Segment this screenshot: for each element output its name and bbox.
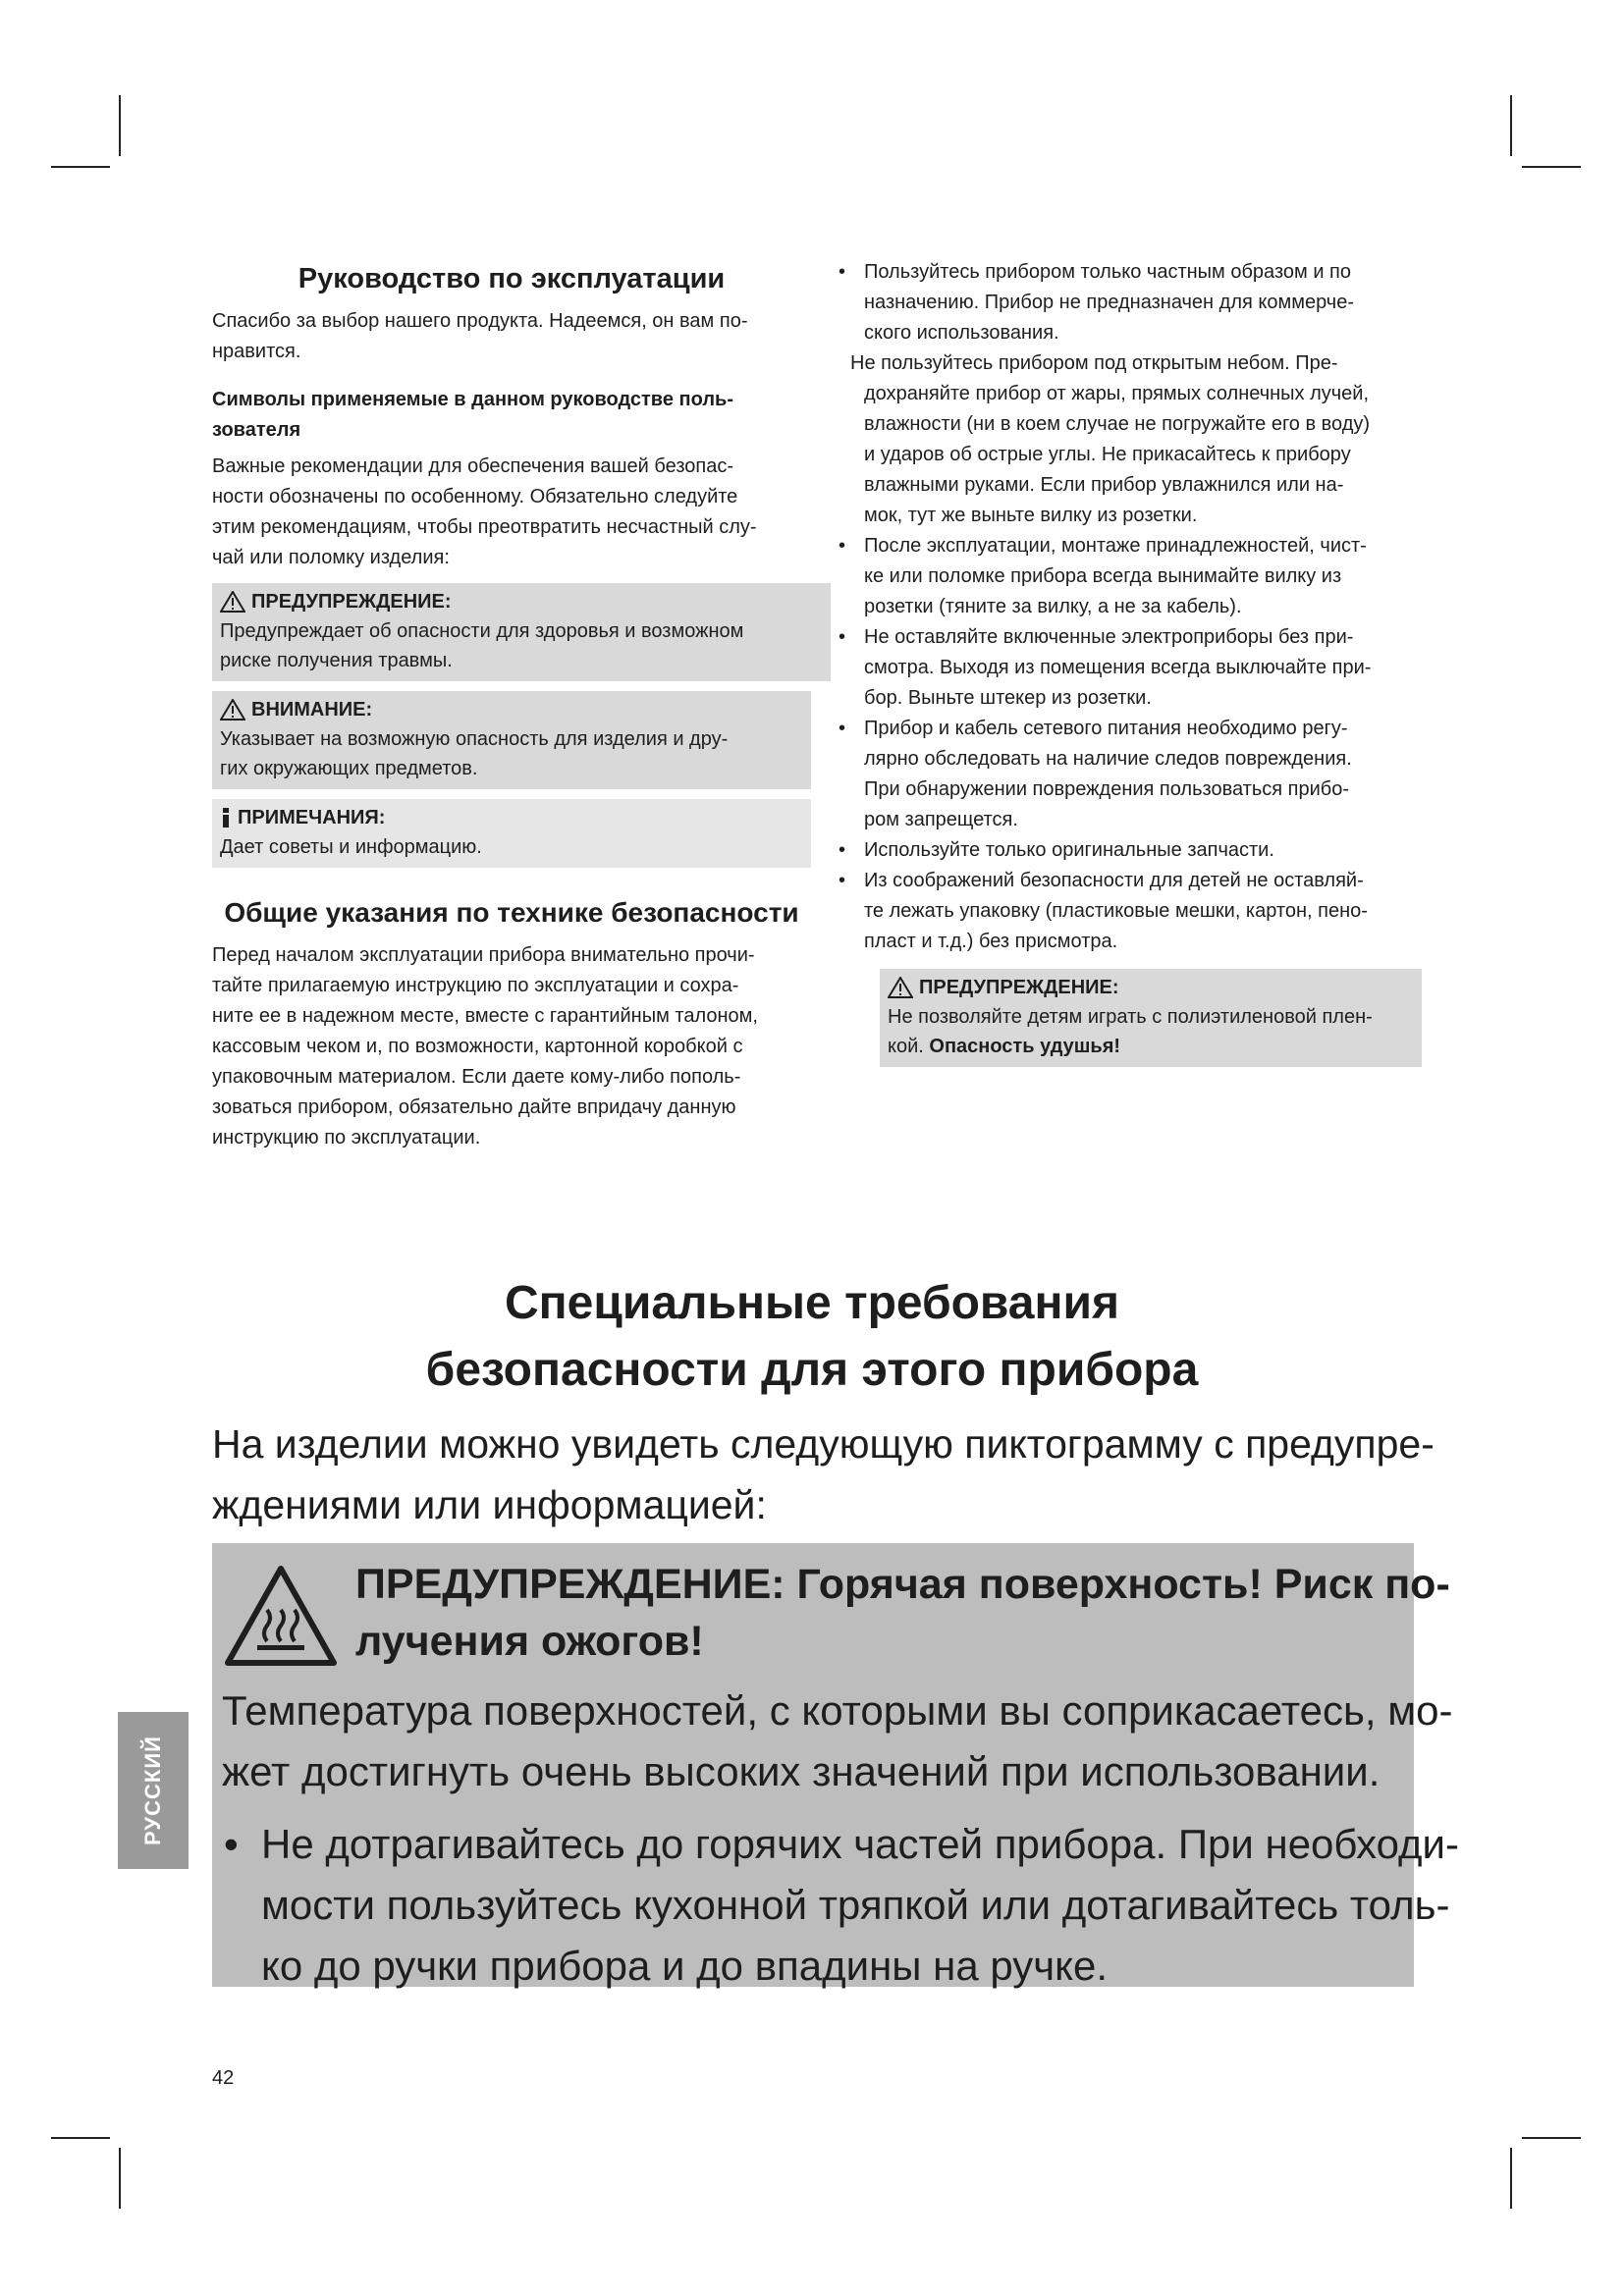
crop-mark (119, 2148, 121, 2209)
language-tab-label: РУССКИЙ (140, 1735, 165, 1845)
hot-warning-bullet-text: ко до ручки прибора и до впадины на ручке. (261, 1943, 1109, 1989)
symbols-text: чай или поломку изделия: (212, 547, 450, 568)
list-item: • Пользуйтесь прибором только частным образом и по назначению. Прибор не предназначен для коммерче- ского использования. (839, 261, 1354, 344)
note-box-title: ПРИМЕЧАНИЯ: (238, 807, 386, 828)
note-box (212, 799, 811, 868)
crop-mark (1522, 2137, 1581, 2139)
children-warning-box (880, 969, 1422, 1067)
symbols-text: этим рекомендациям, чтобы преотвратить несчастный слу- (212, 516, 757, 538)
warning-triangle-icon (888, 977, 913, 998)
caution-box (212, 691, 811, 789)
safety-text: кассовым чеком и, по возможности, картонной коробкой с (212, 1036, 743, 1057)
hot-warning-title: лучения ожогов! (355, 1618, 704, 1665)
crop-mark (119, 95, 121, 156)
safety-text: инструкцию по эксплуатации. (212, 1127, 481, 1148)
special-intro: На изделии можно увидеть следующую пиктограмму с предупре- (212, 1421, 1435, 1467)
special-title: Специальные требования (504, 1277, 1119, 1329)
list-item: • Прибор и кабель сетевого питания необходимо регу- лярно обследовать на наличие следов повреждения. При обнаружении повреждения пользоваться прибо- ром запрещется. (839, 718, 1352, 830)
warning-box-text: риске получения травмы. (220, 650, 453, 671)
safety-bullet-list (837, 257, 1455, 957)
hot-warning-bullet-text: мости пользуйтесь кухонной тряпкой или дотагивайтесь толь- (261, 1882, 1450, 1928)
symbols-text: Важные рекомендации для обеспечения вашей безопас- (212, 455, 734, 477)
list-item: • Из соображений безопасности для детей не оставляй- те лежать упаковку (пластиковые мешки, картон, пено- пласт и т.д.) без присмотра. (839, 870, 1368, 952)
caution-box-text: Указывает на возможную опасность для изделия и дру- (220, 728, 729, 750)
caution-box-title: ВНИМАНИЕ: (251, 699, 373, 721)
info-icon (220, 807, 232, 828)
warning-box-title: ПРЕДУПРЕЖДЕНИЕ: (251, 591, 452, 613)
hot-warning-text: Температура поверхностей, с которыми вы соприкасаетесь, мо- (222, 1687, 1453, 1734)
left-column (212, 257, 811, 1153)
hot-warning-bullet: • (224, 1821, 239, 1867)
crop-mark (1510, 95, 1512, 156)
hot-warning-bullet-text: Не дотрагивайтесь до горячих частей прибора. При необходи- (261, 1821, 1459, 1867)
children-warning-text: кой. Опасность удушья! (888, 1036, 1121, 1057)
symbols-text: ности обозначены по особенному. Обязательно следуйте (212, 486, 738, 507)
warning-box-text: Предупреждает об опасности для здоровья и возможном (220, 620, 744, 642)
safety-text: зоваться прибором, обязательно дайте впридачу данную (212, 1096, 736, 1118)
hot-surface-icon (224, 1565, 338, 1667)
crop-mark (51, 2137, 110, 2139)
warning-triangle-icon (220, 591, 245, 613)
language-tab (118, 1712, 189, 1869)
symbols-heading: Символы применяемые в данном руководстве поль- (212, 389, 733, 410)
list-item: • Используйте только оригинальные запчасти. (839, 839, 1274, 861)
caution-triangle-icon (220, 699, 245, 721)
note-box-text: Дает советы и информацию. (220, 836, 482, 858)
hot-warning-text: жет достигнуть очень высоких значений при использовании. (222, 1748, 1380, 1794)
safety-text: ните ее в надежном месте, вместе с гарантийным талоном, (212, 1005, 758, 1027)
safety-text: упаковочным материалом. Если даете кому-либо пополь- (212, 1066, 741, 1088)
children-warning-title: ПРЕДУПРЕЖДЕНИЕ: (919, 977, 1119, 998)
special-title: безопасности для этого прибора (425, 1344, 1199, 1396)
special-intro: ждениями или информацией: (212, 1482, 767, 1527)
crop-mark (51, 166, 110, 168)
symbols-heading: зователя (212, 419, 301, 441)
warning-box (212, 583, 831, 681)
manual-title: Руководство по эксплуатации (298, 263, 726, 294)
safety-heading: Общие указания по технике безопасности (224, 897, 799, 928)
intro-line: Спасибо за выбор нашего продукта. Надеемся, он вам по- (212, 310, 748, 332)
safety-text: Перед началом эксплуатации прибора внимательно прочи- (212, 944, 755, 966)
safety-text: тайте прилагаемую инструкцию по эксплуатации и сохра- (212, 975, 739, 996)
list-item: Не пользуйтесь прибором под открытым небом. Пре- дохраняйте прибор от жары, прямых солнечных лучей, влажности (ни в коем случае не погружайте его в воду) и ударов об острые углы. Не прикасайтесь к прибору влажными руками. Если прибор увлажнился или на- мок, тут же выньте вилку из розетки. (850, 352, 1371, 526)
crop-mark (1522, 166, 1581, 168)
crop-mark (1510, 2148, 1512, 2209)
hot-warning-title: ПРЕДУПРЕЖДЕНИЕ: Горячая поверхность! Риск по- (355, 1561, 1450, 1608)
page-number: 42 (212, 2067, 235, 2089)
intro-line: нравится. (212, 341, 301, 362)
list-item: • После эксплуатации, монтаже принадлежностей, чист- ке или поломке прибора всегда вынимайте вилку из розетки (тяните за вилку, а не за кабель). (839, 535, 1367, 617)
list-item: • Не оставляйте включенные электроприборы без при- смотра. Выходя из помещения всегда выключайте при- бор. Выньте штекер из розетки. (839, 626, 1372, 709)
caution-box-text: гих окружающих предметов. (220, 758, 478, 779)
right-column (837, 257, 1455, 1067)
children-warning-text: Не позволяйте детям играть с полиэтиленовой плен- (888, 1006, 1373, 1028)
